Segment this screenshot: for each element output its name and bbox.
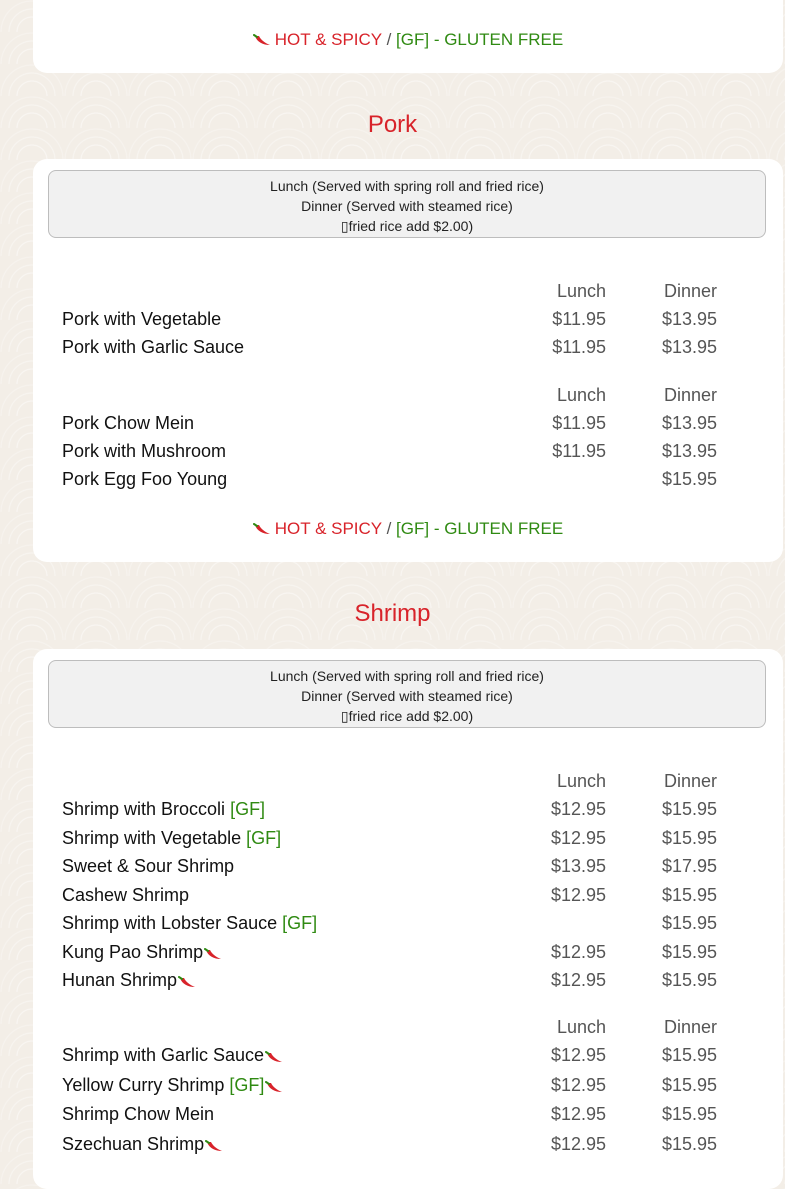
menu-item-name: Szechuan Shrimp <box>62 1130 223 1158</box>
dinner-price: $13.95 <box>661 337 717 357</box>
gluten-free-tag: [GF] <box>282 913 318 933</box>
dinner-header: Dinner <box>663 385 717 405</box>
legend-separator: / <box>386 30 392 49</box>
dinner-price: $17.95 <box>661 856 717 876</box>
chili-pepper-icon <box>253 523 271 535</box>
dinner-price: $15.95 <box>661 1045 717 1065</box>
dinner-price: $15.95 <box>661 884 717 905</box>
note-line-dinner: Dinner (Served with steamed rice) <box>301 688 513 704</box>
shrimp-panel <box>33 649 783 1189</box>
menu-item-name: Pork Chow Mein <box>62 413 195 433</box>
chili-pepper-icon <box>265 1051 283 1063</box>
chili-pepper-icon <box>178 976 196 988</box>
menu-item-name: Shrimp with Lobster Sauce [GF] <box>62 913 318 933</box>
legend-hot: HOT & SPICY <box>274 519 382 538</box>
menu-item-row <box>62 1071 762 1099</box>
gluten-free-tag: [GF] <box>230 799 266 819</box>
lunch-price: $13.95 <box>550 856 606 876</box>
note-line-fried-rice: ▯fried rice add $2.00) <box>340 708 474 724</box>
lunch-price: $12.95 <box>550 1104 606 1124</box>
menu-item-name: Kung Pao Shrimp <box>62 938 222 966</box>
note-line-fried-rice: ▯fried rice add $2.00) <box>340 218 474 234</box>
menu-item-row <box>62 465 762 493</box>
dinner-price: $15.95 <box>661 827 717 848</box>
lunch-price: $12.95 <box>550 884 606 905</box>
lunch-header: Lunch <box>556 385 606 405</box>
lunch-price: $12.95 <box>550 970 606 990</box>
legend <box>33 519 783 539</box>
column-header-row <box>62 277 762 305</box>
lunch-price: $11.95 <box>552 337 606 357</box>
serving-note <box>48 660 766 728</box>
dinner-price: $13.95 <box>661 441 717 461</box>
lunch-header: Lunch <box>556 771 606 791</box>
menu-item-row <box>62 966 762 994</box>
lunch-price: $12.95 <box>550 1133 606 1154</box>
menu-item-row <box>62 824 762 852</box>
lunch-price: $12.95 <box>550 1074 606 1095</box>
gluten-free-tag: [GF] <box>229 1074 265 1095</box>
menu-item-row <box>62 437 762 465</box>
dinner-header: Dinner <box>663 771 717 791</box>
menu-item-name: Pork with Vegetable <box>62 309 222 329</box>
note-line-lunch: Lunch (Served with spring roll and fried rice) <box>270 668 544 684</box>
dinner-price: $15.95 <box>661 469 717 489</box>
menu-item-name: Shrimp with Vegetable [GF] <box>62 827 282 848</box>
lunch-header: Lunch <box>556 1017 606 1037</box>
legend-gf: [GF] - GLUTEN FREE <box>396 519 564 538</box>
menu-item-name: Sweet & Sour Shrimp <box>62 856 235 876</box>
dinner-price: $15.95 <box>661 1074 717 1095</box>
column-header-row <box>62 381 762 409</box>
legend-gf: [GF] - GLUTEN FREE <box>396 30 564 49</box>
column-header-row <box>62 1013 762 1041</box>
menu-item-row <box>62 938 762 966</box>
menu-item-row <box>62 333 762 361</box>
lunch-price: $12.95 <box>550 827 606 848</box>
menu-item-name: Shrimp with Broccoli [GF] <box>62 799 266 819</box>
serving-note <box>48 170 766 238</box>
menu-item-row <box>62 852 762 880</box>
menu-item-name: Hunan Shrimp <box>62 966 196 994</box>
dinner-price: $15.95 <box>661 1133 717 1154</box>
dinner-price: $15.95 <box>661 941 717 962</box>
lunch-header: Lunch <box>556 281 606 301</box>
menu-item-name: Pork Egg Foo Young <box>62 469 228 489</box>
menu-item-row <box>62 909 762 937</box>
menu-item-row <box>62 881 762 909</box>
lunch-price: $11.95 <box>552 441 606 461</box>
dinner-price: $13.95 <box>661 413 717 433</box>
chili-pepper-icon <box>253 34 271 46</box>
note-line-lunch: Lunch (Served with spring roll and fried rice) <box>270 178 544 194</box>
lunch-price: $11.95 <box>552 309 606 329</box>
section-title-pork: Pork <box>367 111 418 138</box>
menu-item-row <box>62 1041 762 1069</box>
menu-item-name: Pork with Mushroom <box>62 441 227 461</box>
menu-item-row <box>62 409 762 437</box>
legend <box>33 30 783 50</box>
dinner-price: $13.95 <box>661 309 717 329</box>
dinner-price: $15.95 <box>661 970 717 990</box>
menu-item-name: Cashew Shrimp <box>62 884 190 905</box>
chili-pepper-icon <box>204 948 222 960</box>
menu-item-name: Pork with Garlic Sauce <box>62 337 245 357</box>
dinner-header: Dinner <box>663 1017 717 1037</box>
legend-hot: HOT & SPICY <box>274 30 382 49</box>
chili-pepper-icon <box>265 1081 283 1093</box>
menu-item-name: Yellow Curry Shrimp [GF] <box>62 1071 283 1099</box>
dinner-price: $15.95 <box>661 1104 717 1124</box>
note-line-dinner: Dinner (Served with steamed rice) <box>301 198 513 214</box>
dinner-price: $15.95 <box>661 799 717 819</box>
column-header-row <box>62 767 762 795</box>
pork-panel <box>33 159 783 562</box>
dinner-header: Dinner <box>663 281 717 301</box>
menu-item-name: Shrimp with Garlic Sauce <box>62 1041 283 1069</box>
lunch-price: $12.95 <box>550 941 606 962</box>
menu-item-row <box>62 1130 762 1158</box>
menu-item-row <box>62 795 762 823</box>
dinner-price: $15.95 <box>661 913 717 933</box>
section-title-shrimp: Shrimp <box>354 600 431 627</box>
lunch-price: $12.95 <box>550 1045 606 1065</box>
previous-section-panel <box>33 0 783 73</box>
menu-item-row <box>62 1100 762 1128</box>
legend-separator: / <box>386 519 392 538</box>
gluten-free-tag: [GF] <box>246 827 282 848</box>
menu-item-row <box>62 305 762 333</box>
lunch-price: $11.95 <box>552 413 606 433</box>
lunch-price: $12.95 <box>550 799 606 819</box>
menu-item-name: Shrimp Chow Mein <box>62 1104 215 1124</box>
